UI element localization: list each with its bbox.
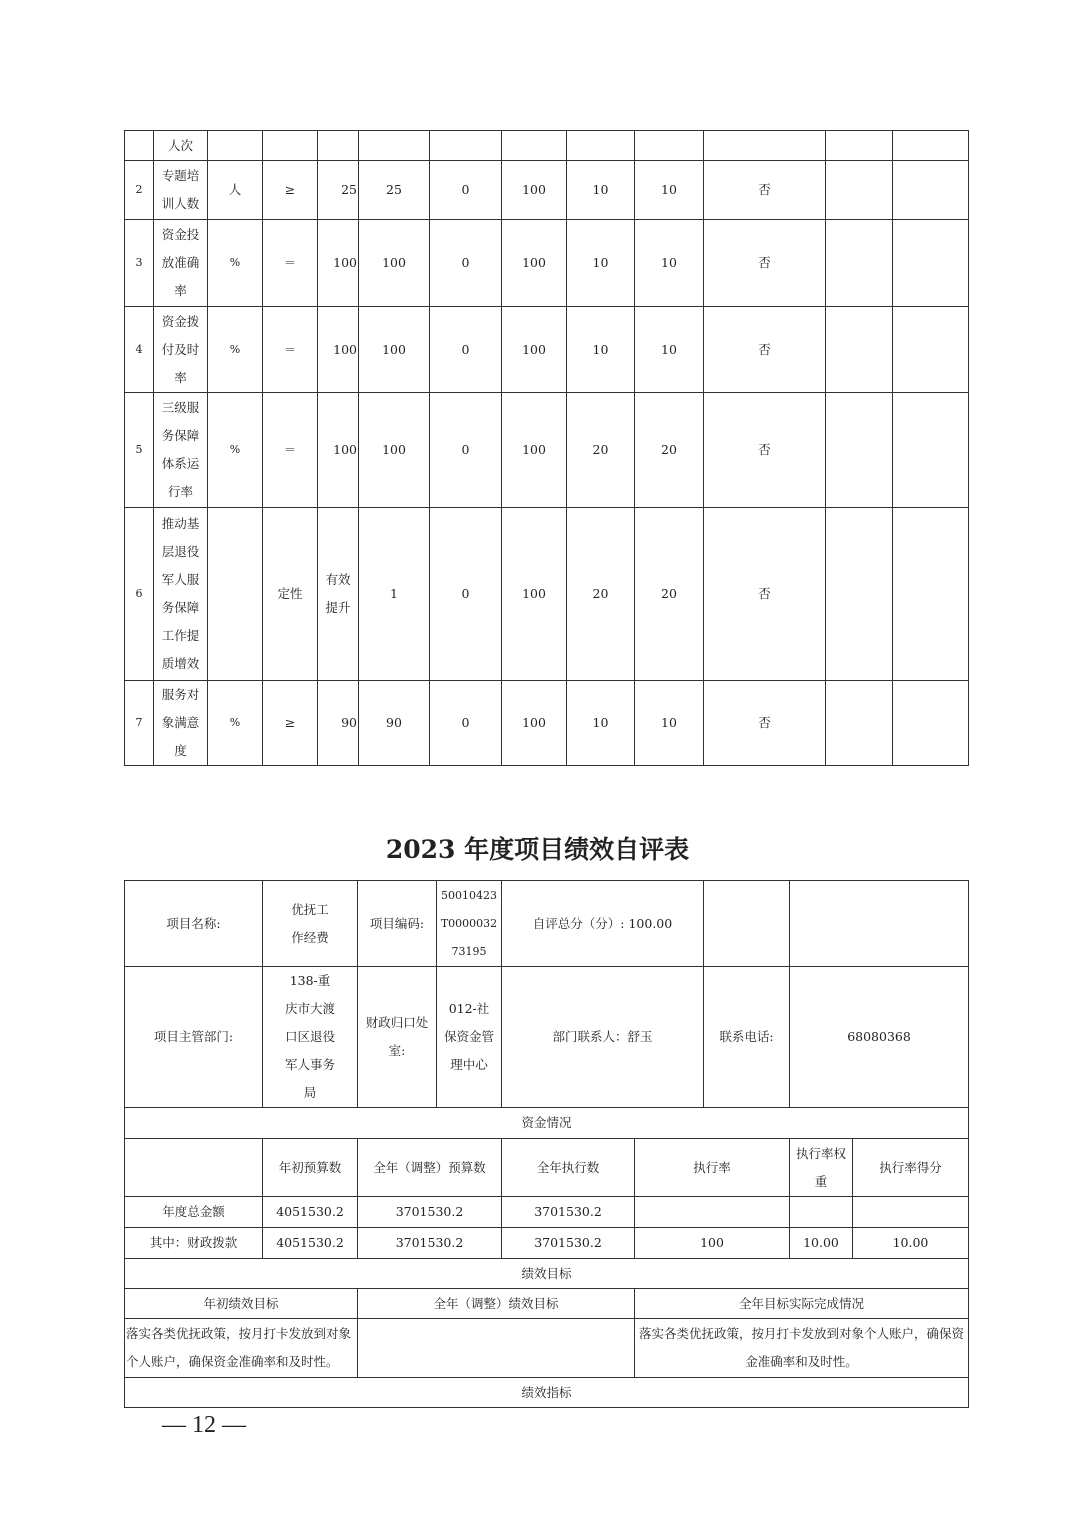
actual-value-text: 100	[382, 442, 406, 457]
indicator-row	[125, 681, 969, 766]
empty-cell	[704, 881, 790, 967]
indicator-name-text: 服务对象满意度	[161, 687, 200, 758]
empty-cell	[893, 220, 969, 307]
unit	[208, 508, 263, 681]
funds-header: 全年（调整）预算数	[358, 1139, 502, 1197]
deviation	[430, 508, 502, 681]
goals-header: 全年（调整）绩效目标	[358, 1289, 635, 1319]
weight	[567, 508, 635, 681]
self-evaluation-table	[124, 880, 969, 1408]
funds-row	[125, 1197, 969, 1228]
funds-header	[125, 1139, 263, 1197]
weight-text: 10	[592, 341, 609, 357]
target-value	[318, 681, 359, 766]
actual-value	[359, 681, 430, 766]
indicator-name-text: 资金拨付及时率	[161, 313, 200, 385]
flag	[704, 220, 826, 307]
flag-text: 否	[758, 182, 771, 197]
completion-rate	[502, 220, 567, 307]
funds-header: 执行率	[635, 1139, 790, 1197]
weight-text: 10	[592, 715, 609, 730]
actual-value	[359, 220, 430, 307]
actual-value-text: 100	[382, 255, 406, 270]
unit-text: %	[229, 256, 241, 269]
target-value-text: 90	[341, 715, 357, 730]
flag	[704, 393, 826, 508]
actual-completion: 落实各类优抚政策，按月打卡发放到对象个人账户，确保资金准确率和及时性。	[635, 1319, 969, 1378]
funds-cell	[790, 1197, 853, 1228]
project-code-label: 项目编码:	[358, 881, 437, 967]
weight-text: 20	[592, 442, 609, 457]
score-text: 20	[661, 586, 677, 601]
empty-cell	[826, 393, 893, 508]
deviation	[430, 161, 502, 220]
funds-cell: 3701530.2	[358, 1197, 502, 1228]
flag-text: 否	[758, 255, 771, 270]
completion-rate	[502, 393, 567, 508]
empty-cell	[826, 220, 893, 307]
adjusted-goal	[358, 1319, 635, 1378]
goals-header: 年初绩效目标	[125, 1289, 358, 1319]
funds-row	[125, 1228, 969, 1259]
flag-text: 否	[758, 442, 771, 457]
project-dept-row	[125, 967, 969, 1108]
phone-value: 68080368	[790, 967, 969, 1108]
self-score: 自评总分（分）: 100.00	[502, 881, 704, 967]
score	[635, 161, 704, 220]
unit	[208, 307, 263, 393]
completion-rate-text: 100	[522, 255, 546, 270]
empty-cell	[826, 307, 893, 393]
indicator-name	[154, 508, 208, 681]
row-number	[125, 131, 154, 161]
unit-text: %	[229, 716, 241, 729]
funds-cell: 10.00	[853, 1228, 969, 1259]
row-number-text: 6	[135, 587, 143, 600]
funds-cell: 3701530.2	[358, 1228, 502, 1259]
funds-cell: 10.00	[790, 1228, 853, 1259]
actual-value-text: 25	[386, 182, 402, 197]
empty-cell	[790, 881, 969, 967]
dept-value: 138-重庆市大渡口区退役军人事务局	[285, 973, 336, 1100]
actual-value-text: 1	[390, 586, 398, 601]
operator	[263, 131, 318, 161]
empty-cell	[893, 307, 969, 393]
row-number	[125, 307, 154, 393]
funds-header: 年初预算数	[263, 1139, 358, 1197]
actual-value-text: 100	[382, 341, 406, 357]
row-number	[125, 508, 154, 681]
completion-rate	[502, 161, 567, 220]
indicator-name	[154, 131, 208, 161]
score-text: 10	[661, 715, 677, 730]
actual-value	[359, 393, 430, 508]
completion-rate	[502, 307, 567, 393]
completion-rate-text: 100	[522, 341, 546, 357]
deviation-text: 0	[461, 586, 470, 601]
flag	[704, 508, 826, 681]
page-number: — 12 —	[162, 1412, 246, 1438]
indicator-row	[125, 131, 969, 161]
indicator-name-text: 推动基层退役军人服务保障工作提质增效	[161, 516, 200, 671]
project-name-row	[125, 881, 969, 967]
target-value	[318, 307, 359, 393]
score	[635, 508, 704, 681]
initial-goal: 落实各类优抚政策，按月打卡发放到对象个人账户，确保资金准确率和及时性。	[125, 1319, 358, 1378]
goals-row	[125, 1319, 969, 1378]
operator	[263, 161, 318, 220]
flag	[704, 131, 826, 161]
unit	[208, 681, 263, 766]
indicator-row	[125, 220, 969, 307]
deviation	[430, 393, 502, 508]
deviation-text: 0	[461, 715, 470, 730]
indicator-row	[125, 307, 969, 393]
row-number	[125, 220, 154, 307]
deviation	[430, 220, 502, 307]
target-value	[318, 131, 359, 161]
flag	[704, 681, 826, 766]
weight-text: 20	[592, 586, 609, 601]
goals-section-label: 绩效目标	[125, 1259, 969, 1289]
actual-value	[359, 508, 430, 681]
row-number-text: 3	[135, 256, 143, 269]
row-number	[125, 161, 154, 220]
target-value-text: 100	[333, 442, 357, 457]
indicator-name	[154, 307, 208, 393]
indicator-name-text: 三级服务保障体系运行率	[161, 400, 200, 499]
row-number-text: 5	[135, 443, 143, 456]
weight	[567, 161, 635, 220]
indicator-table	[124, 130, 969, 766]
weight	[567, 220, 635, 307]
weight-text: 10	[592, 182, 609, 197]
target-value	[318, 161, 359, 220]
empty-cell	[826, 508, 893, 681]
row-number-text: 7	[135, 716, 143, 729]
unit	[208, 161, 263, 220]
completion-rate	[502, 508, 567, 681]
finance-office-label: 财政归口处室:	[358, 967, 437, 1108]
operator	[263, 508, 318, 681]
score	[635, 131, 704, 161]
score	[635, 681, 704, 766]
operator-text: ≥	[284, 715, 296, 730]
indicator-row	[125, 161, 969, 220]
deviation-text: 0	[461, 255, 470, 270]
funds-cell	[635, 1197, 790, 1228]
actual-value	[359, 161, 430, 220]
empty-cell	[893, 681, 969, 766]
score-text: 10	[661, 255, 677, 270]
indicator-row	[125, 508, 969, 681]
unit	[208, 220, 263, 307]
deviation-text: 0	[461, 182, 470, 197]
operator-text: ＝	[283, 341, 297, 357]
target-value-text: 100	[333, 255, 357, 270]
actual-value	[359, 131, 430, 161]
goals-header-row	[125, 1289, 969, 1319]
funds-cell: 4051530.2	[263, 1197, 358, 1228]
empty-cell	[826, 161, 893, 220]
deviation	[430, 681, 502, 766]
weight	[567, 307, 635, 393]
operator	[263, 307, 318, 393]
indicator-name	[154, 220, 208, 307]
score-text: 10	[661, 182, 677, 197]
empty-cell	[893, 161, 969, 220]
indicator-name-text: 专题培训人数	[161, 168, 200, 211]
empty-cell	[826, 681, 893, 766]
score	[635, 393, 704, 508]
unit-text: 人	[228, 182, 242, 197]
weight-text: 10	[592, 255, 609, 270]
flag-text: 否	[758, 341, 771, 357]
funds-cell	[853, 1197, 969, 1228]
empty-cell	[893, 393, 969, 508]
contact-person: 部门联系人：舒玉	[502, 967, 704, 1108]
unit-text: %	[229, 342, 241, 356]
operator	[263, 220, 318, 307]
score-text: 20	[661, 442, 677, 457]
target-value	[318, 393, 359, 508]
score	[635, 307, 704, 393]
target-value-text: 有效提升	[325, 572, 351, 615]
operator	[263, 393, 318, 508]
weight	[567, 681, 635, 766]
operator-text: ＝	[283, 442, 297, 457]
row-number-text: 2	[135, 183, 143, 196]
operator	[263, 681, 318, 766]
completion-rate	[502, 131, 567, 161]
indicator-name	[154, 393, 208, 508]
operator-text: ＝	[283, 255, 297, 270]
completion-rate-text: 100	[522, 442, 546, 457]
indicator-name-text: 人次	[167, 137, 193, 153]
flag	[704, 307, 826, 393]
target-value-text: 25	[341, 182, 357, 197]
completion-rate-text: 100	[522, 715, 546, 730]
funds-cell: 4051530.2	[263, 1228, 358, 1259]
score	[635, 220, 704, 307]
target-value-text: 100	[333, 341, 357, 357]
empty-cell	[893, 508, 969, 681]
flag-text: 否	[758, 586, 771, 601]
completion-rate-text: 100	[522, 182, 546, 197]
deviation	[430, 307, 502, 393]
funds-section-label: 资金情况	[125, 1108, 969, 1139]
flag	[704, 161, 826, 220]
funds-cell: 3701530.2	[502, 1197, 635, 1228]
project-name-value: 优抚工作经费	[291, 901, 329, 945]
operator-text: ≥	[284, 182, 296, 197]
indicator-name	[154, 681, 208, 766]
weight	[567, 393, 635, 508]
score-text: 10	[661, 341, 677, 357]
deviation-text: 0	[461, 341, 470, 357]
deviation-text: 0	[461, 442, 470, 457]
actual-value-text: 90	[386, 715, 402, 730]
dept-label: 项目主管部门:	[125, 967, 263, 1108]
target-value	[318, 220, 359, 307]
indicator-name-text: 资金投放准确率	[161, 227, 200, 298]
funds-cell: 其中：财政拨款	[125, 1228, 263, 1259]
funds-cell: 100	[635, 1228, 790, 1259]
flag-text: 否	[758, 715, 771, 730]
unit-text: %	[229, 443, 241, 456]
indicator-row	[125, 393, 969, 508]
form-title: 2023 年度项目绩效自评表	[385, 835, 690, 864]
target-value	[318, 508, 359, 681]
goals-header: 全年目标实际完成情况	[635, 1289, 969, 1319]
indicator-name	[154, 161, 208, 220]
funds-header: 全年执行数	[502, 1139, 635, 1197]
deviation	[430, 131, 502, 161]
empty-cell	[893, 131, 969, 161]
funds-header-row	[125, 1139, 969, 1197]
unit	[208, 131, 263, 161]
completion-rate-text: 100	[522, 586, 546, 601]
row-number-text: 4	[135, 342, 143, 356]
project-code-value: 50010423T000003273195	[437, 881, 502, 967]
funds-header: 执行率权重	[796, 1145, 847, 1189]
actual-value	[359, 307, 430, 393]
unit	[208, 393, 263, 508]
funds-header: 执行率得分	[853, 1139, 969, 1197]
empty-cell	[826, 131, 893, 161]
funds-cell: 3701530.2	[502, 1228, 635, 1259]
project-name-label: 项目名称:	[125, 881, 263, 967]
funds-cell: 年度总金额	[125, 1197, 263, 1228]
completion-rate	[502, 681, 567, 766]
weight	[567, 131, 635, 161]
phone-label: 联系电话:	[704, 967, 790, 1108]
indicators-section-label: 绩效指标	[125, 1378, 969, 1408]
row-number	[125, 681, 154, 766]
operator-text: 定性	[277, 586, 303, 601]
finance-office-value: 012-社保资金管理中心	[443, 1001, 494, 1072]
row-number	[125, 393, 154, 508]
